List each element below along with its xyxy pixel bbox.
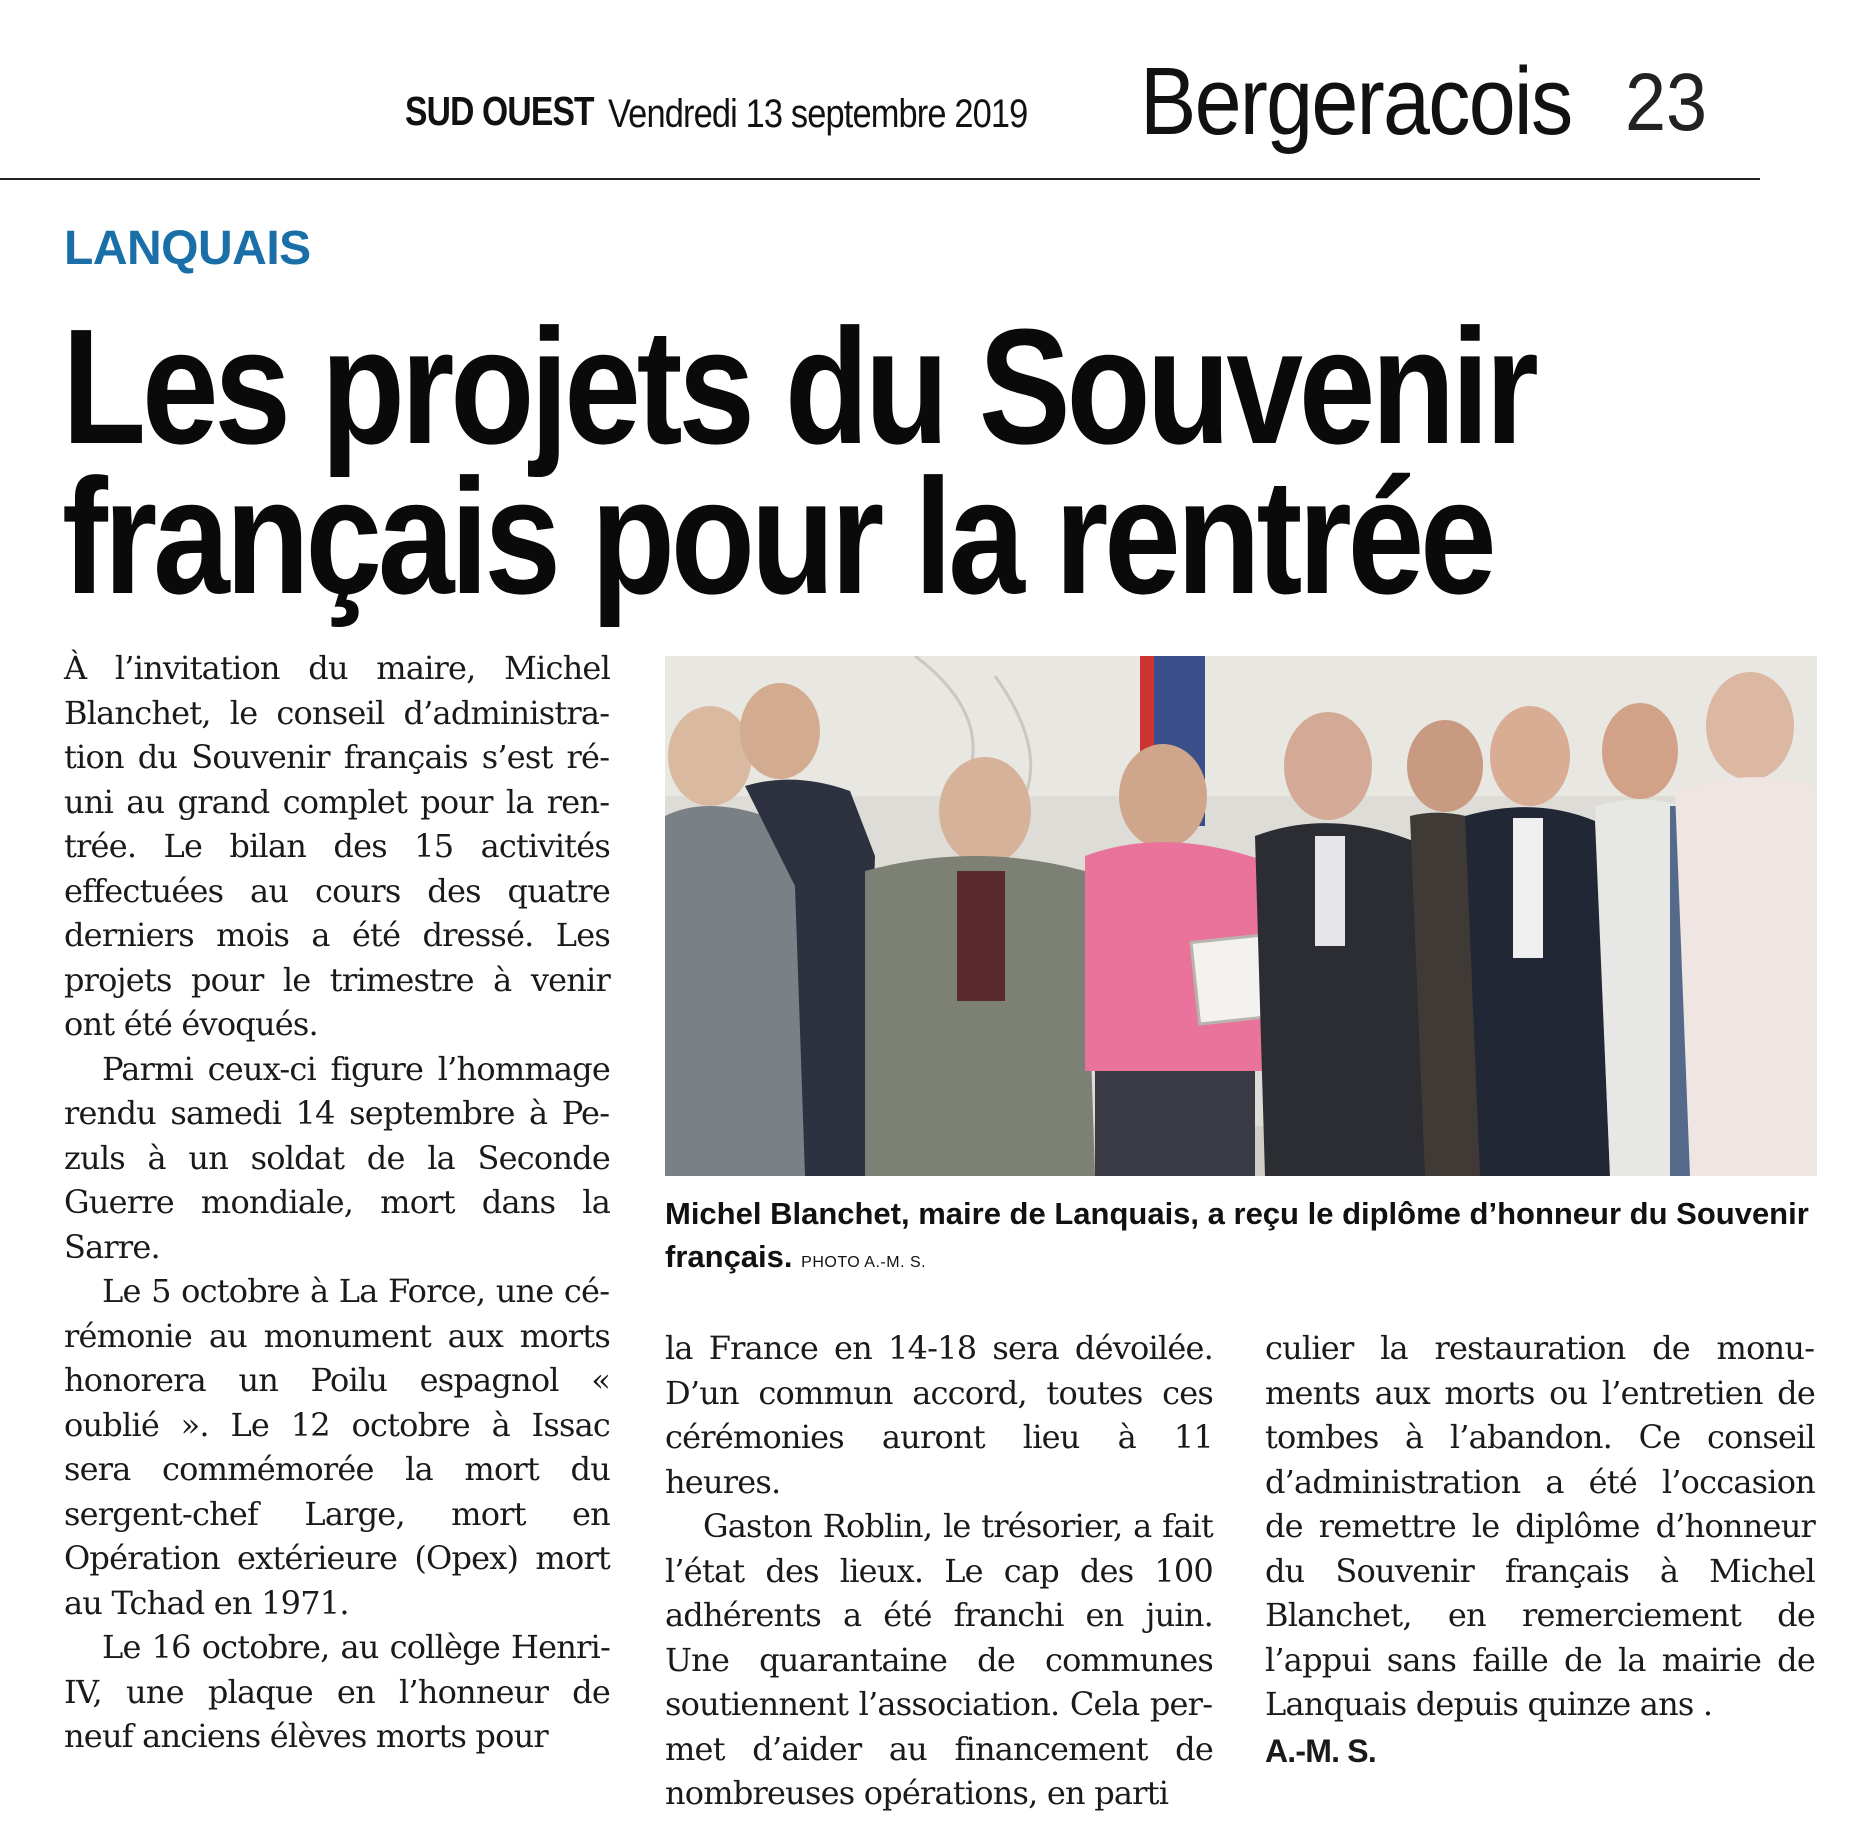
paragraph: culier la restauration de monuments aux morts ou l’entretien de tombes à l’abandon. Ce conseil d’administration a été l’occasion de remettre le diplôme d’honneur du Souvenir français à Michel Blanchet, en remerciement de l’appui sans faille de la mairie de Lanquais depuis quinze ans .: [1265, 1329, 1815, 1723]
group-photo-image: [665, 656, 1817, 1176]
paragraph: Gaston Roblin, le trésorier, a fait l’état des lieux. Le cap des 100 adhérents a été franchi en juin. Une quarantaine de communes soutiennent l’association. Cela permet d’aider au financement de nombreuses opérations, en parti: [665, 1507, 1213, 1812]
article-headline: [62, 295, 1535, 628]
paragraph: À l’invitation du maire, Michel Blanchet, le conseil d’administration du Souvenir français s’est réuni au grand complet pour la rentrée. Le bilan des 15 activités effectuées au cours des quatre derniers mois a été dressé. Les projets pour le trimestre à venir ont été évoqués.: [64, 649, 610, 1043]
caption-text: Michel Blanchet, maire de Lanquais, a reçu le diplôme d’honneur du Souvenir français.: [665, 1196, 1809, 1274]
paragraph: Le 5 octobre à La Force, une cérémonie au monument aux morts honorera un Poilu espagnol « oublié ». Le 12 octobre à Issac sera commémorée la mort du sergent-chef Large, mort en Opération extérieure (Opex) mort au Tchad en 1971.: [64, 1272, 610, 1622]
section-title: Bergeracois: [1140, 48, 1572, 155]
masthead: [0, 0, 1760, 180]
issue-date: Vendredi 13 septembre 2019: [608, 92, 1028, 136]
article-photo: [665, 656, 1817, 1176]
article-column-1: [64, 646, 610, 1759]
paragraph: Le 16 octobre, au collège Henri-IV, une plaque en l’honneur de neuf anciens élèves morts pour: [64, 1628, 610, 1755]
paragraph: Parmi ceux-ci figure l’hommage rendu samedi 14 septembre à Pezuls à un soldat de la Seconde Guerre mondiale, mort dans la Sarre.: [64, 1049, 610, 1266]
photo-caption: [665, 1192, 1825, 1284]
article-kicker: LANQUAIS: [64, 222, 311, 275]
headline-line: français pour la rentrée: [62, 445, 1493, 628]
headline-line: Les projets du Souvenir: [62, 295, 1535, 478]
article-column-2: [665, 1326, 1213, 1816]
author-signature: A.-M. S.: [1265, 1732, 1376, 1769]
newspaper-logo: SUD OUEST: [405, 88, 594, 134]
photo-credit: PHOTO A.-M. S.: [801, 1254, 927, 1271]
article-column-3: [1265, 1326, 1815, 1773]
paragraph: la France en 14-18 sera dévoilée. D’un commun accord, toutes ces cérémonies auront lieu à 11 heures.: [665, 1329, 1213, 1501]
page-number: 23: [1625, 57, 1708, 148]
